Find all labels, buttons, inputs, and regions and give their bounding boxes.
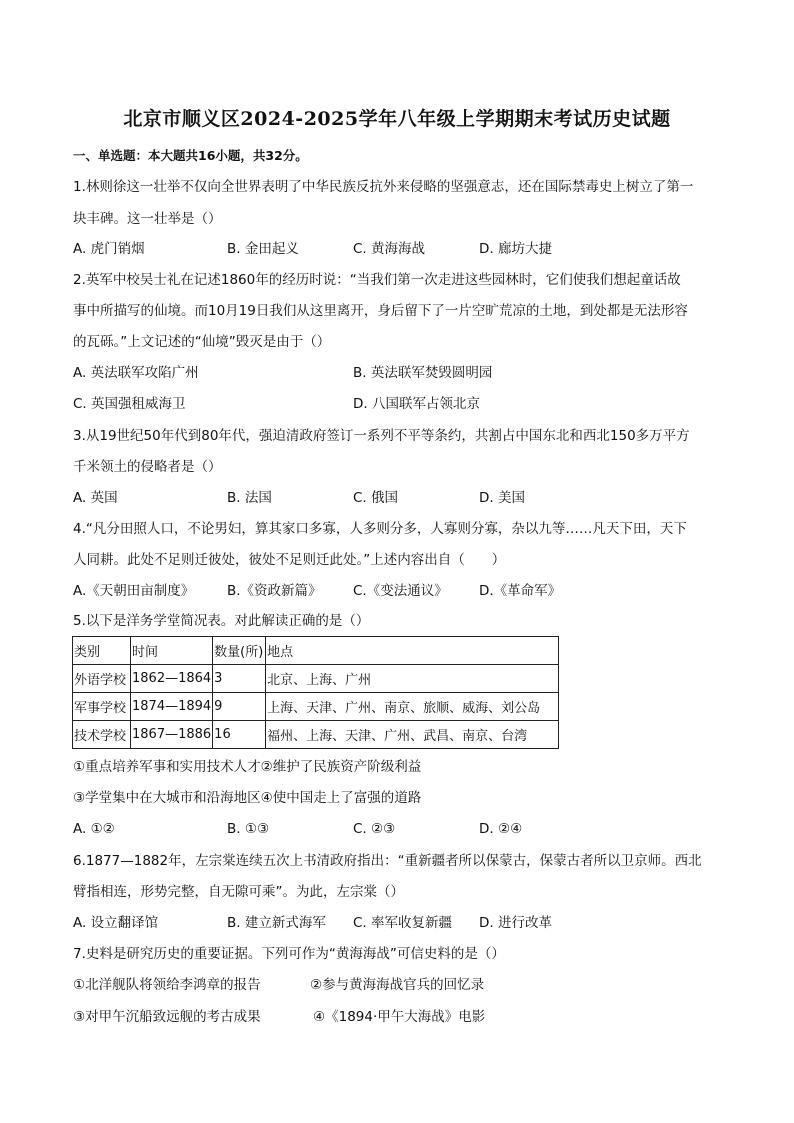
table-cell: 外语学校 [73,665,131,693]
q1-option-d[interactable]: D. 廊坊大捷 [479,241,552,257]
table-cell: 1867—1886 [131,721,213,749]
table-cell: 北京、上海、广州 [266,665,559,693]
q4-option-b[interactable]: B.《资政新篇》 [227,583,322,599]
q5-statement-line: ①重点培养军事和实用技术人才②维护了民族资产阶级利益 [73,759,422,775]
exam-title: 北京市顺义区2024-2025学年八年级上学期期末考试历史试题 [123,108,671,130]
q3-option-d[interactable]: D. 美国 [479,490,525,506]
table-cell: 技术学校 [73,721,131,749]
q1-stem-line: 1.林则徐这一壮举不仅向全世界表明了中华民族反抗外来侵略的坚强意志，还在国际禁毒史上树立了第一 [73,179,694,195]
q2-option-a[interactable]: A. 英法联军攻陷广州 [73,365,199,381]
section-heading: 一、单选题：本大题共16小题，共32分。 [73,148,308,163]
table-row [73,693,559,721]
q3-option-b[interactable]: B. 法国 [227,490,272,506]
q6-option-b[interactable]: B. 建立新式海军 [227,915,326,931]
q5-option-d[interactable]: D. ②④ [479,821,523,837]
table-cell: 1874—1894 [131,693,213,721]
q2-stem-line: 事中所描写的仙境。而10月19日我们从这里离开，身后留下了一片空旷荒凉的土地，到处都是无法形容 [73,303,688,319]
table-header-row [73,637,559,665]
table-cell: 9 [213,693,266,721]
q4-stem-line: 4.“凡分田照人口，不论男妇，算其家口多寡，人多则分多，人寡则分寡，杂以九等……凡天下田，天下 [73,521,687,537]
table-header-cell: 类别 [73,637,131,665]
q4-option-d[interactable]: D.《革命军》 [479,583,562,599]
q6-option-a[interactable]: A. 设立翻译馆 [73,915,159,931]
q5-statement-line: ③学堂集中在大城市和沿海地区④使中国走上了富强的道路 [73,790,422,806]
q4-stem-line: 人同耕。此处不足则迁彼处，彼处不足则迁此处。”上述内容出自（ ） [73,552,506,568]
table-row [73,665,559,693]
table-row [73,721,559,749]
school-table [72,636,559,749]
q2-stem-line: 2.英军中校吴士礼在记述1860年的经历时说：“当我们第一次走进这些园林时，它们使我们想起童话故 [73,272,681,288]
table-cell: 16 [213,721,266,749]
table-cell: 3 [213,665,266,693]
q7-item: ②参与黄海海战官兵的回忆录 [310,977,485,993]
q2-option-d[interactable]: D. 八国联军占领北京 [353,396,480,412]
table-header-cell: 时间 [131,637,213,665]
q7-stem-line: 7.史料是研究历史的重要证据。下列可作为“黄海海战”可信史料的是（） [73,946,505,962]
q1-option-b[interactable]: B. 金田起义 [227,241,299,257]
q6-option-c[interactable]: C. 率军收复新疆 [353,915,453,931]
q7-item: ①北洋舰队将领给李鸿章的报告 [73,977,261,993]
table-header-cell: 地点 [266,637,559,665]
q3-option-c[interactable]: C. 俄国 [353,490,399,506]
table-cell: 上海、天津、广州、南京、旅顺、威海、刘公岛 [266,693,559,721]
q2-option-b[interactable]: B. 英法联军焚毁圆明园 [353,365,493,381]
q7-item: ③对甲午沉船致远舰的考古成果 [73,1009,261,1025]
q7-item: ④《1894·甲午大海战》电影 [313,1009,486,1025]
q2-option-c[interactable]: C. 英国强租威海卫 [73,396,186,412]
table-cell: 1862—1864 [131,665,213,693]
q5-option-a[interactable]: A. ①② [73,821,115,837]
q1-option-a[interactable]: A. 虎门销烟 [73,241,145,257]
q6-option-d[interactable]: D. 进行改革 [479,915,552,931]
q1-stem-line: 块丰碑。这一壮举是（） [73,211,222,227]
q3-stem-line: 千米领土的侵略者是（） [73,459,222,475]
q5-option-b[interactable]: B. ①③ [227,821,270,837]
table-header-cell: 数量(所) [213,637,266,665]
q1-option-c[interactable]: C. 黄海海战 [353,241,426,257]
q5-option-c[interactable]: C. ②③ [353,821,396,837]
q4-option-a[interactable]: A.《天朝田亩制度》 [73,583,195,599]
q2-stem-line: 的瓦砾。”上文记述的“仙境”毁灭是由于（） [73,334,331,350]
q3-option-a[interactable]: A. 英国 [73,490,118,506]
q3-stem-line: 3.从19世纪50年代到80年代，强迫清政府签订一系列不平等条约，共割占中国东北和西北150多万平方 [73,428,690,444]
q4-option-c[interactable]: C.《变法通议》 [353,583,448,599]
table-cell: 军事学校 [73,693,131,721]
table-cell: 福州、上海、天津、广州、武昌、南京、台湾 [266,721,559,749]
q5-stem-line: 5.以下是洋务学堂简况表。对此解读正确的是（） [73,613,370,629]
q6-stem-line: 臂指相连，形势完整，自无隙可乘”。为此，左宗棠（） [73,884,404,900]
q6-stem-line: 6.1877—1882年，左宗棠连续五次上书清政府指出：“重新疆者所以保蒙古，保蒙古者所以卫京师。西北 [73,853,702,869]
